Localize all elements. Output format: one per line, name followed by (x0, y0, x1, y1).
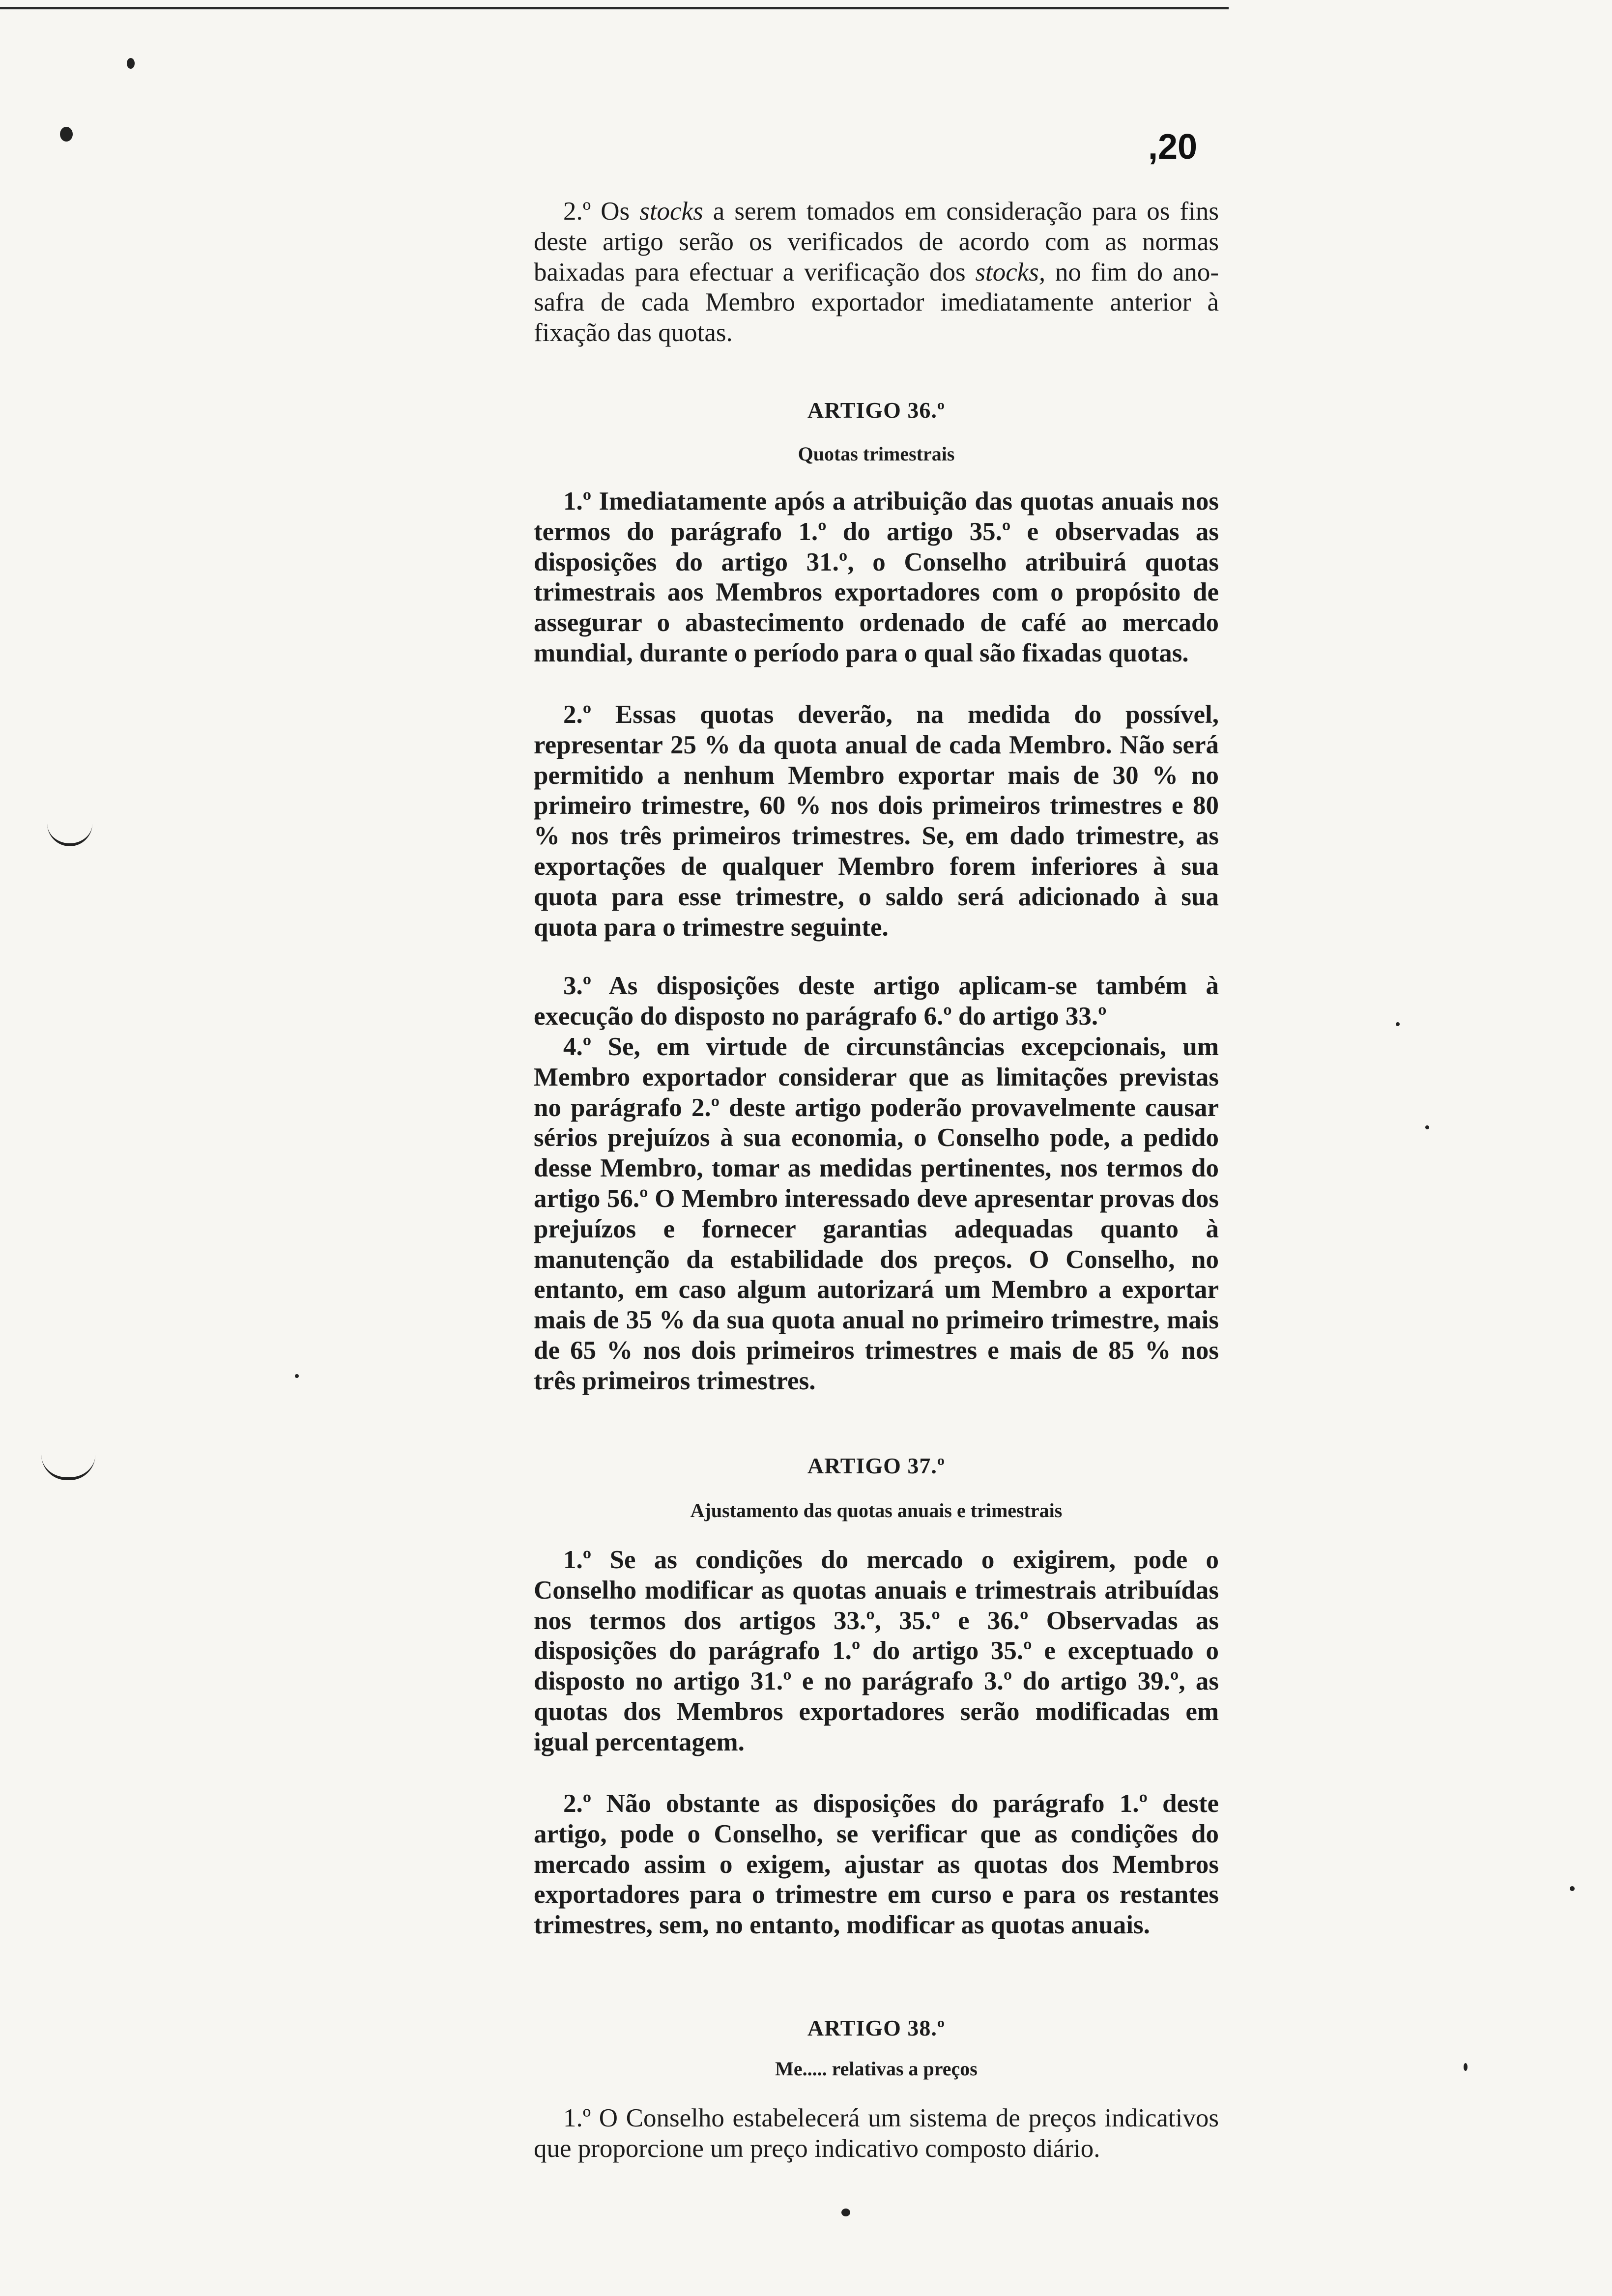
margin-mark (41, 1455, 95, 1480)
art36-heading: ARTIGO 36.º (807, 398, 946, 423)
art35-p2-mid: a serem tomados em consideração para os fins deste artigo serão os verificados de acordo com as normas baixadas para efectuar a verificação dos (534, 197, 1219, 287)
art36-paragraph-4: 4.º Se, em virtude de circunstâncias excepcionais, um Membro exportador considerar que as limitações previstas no parágrafo 2.º deste artigo poderão provavelmente causar sérios prejuízos à sua economia, o Conselho pode, a pedido desse Membro, tomar as medidas pertinentes, nos termos do artigo 56.º O Membro interessado deve apresentar provas dos prejuízos e fornecer garantias adequadas quanto à manutenção da estabilidade dos preços. O Conselho, no entanto, em caso algum autorizará um Membro a exportar mais de 35 % da sua quota anual no primeiro trimestre, mais de 65 % nos dois primeiros trimestres e mais de 85 % nos três primeiros trimestres. (534, 1033, 1219, 1395)
scan-speck (127, 58, 135, 69)
scan-speck (1464, 2063, 1468, 2071)
art35-p2-italic-stocks: stocks (639, 197, 703, 226)
art38-paragraph-1: 1.º O Conselho estabelecerá um sistema de preços indicativos que proporcione um preço indicativo composto diário. (534, 2104, 1219, 2163)
scan-speck (295, 1374, 299, 1378)
art35-p2-italic-stocks-2: stocks, (975, 258, 1046, 287)
scan-speck (1425, 1125, 1429, 1129)
art38-heading: ARTIGO 38.º (807, 2015, 946, 2040)
art36-paragraph-2: 2.º Essas quotas deverão, na medida do possível, representar 25 % da quota anual de cada Membro. Não será permitido a nenhum Membro exportar mais de 30 % no primeiro trimestre, 60 % nos dois primeiros trimestres e 80 % nos três primeiros trimestres. Se, em dado trimestre, as exportações de qualquer Membro forem inferiores à sua quota para esse trimestre, o saldo será adicionado à sua quota para o trimestre seguinte. (534, 700, 1219, 942)
art37-heading: ARTIGO 37.º (807, 1453, 946, 1478)
art37-subheading: Ajustamento das quotas anuais e trimestrais (690, 1499, 1063, 1521)
art35-p2-tail: no fim do ano-safra de cada Membro exportador imediatamente anterior à fixação das quotas. (534, 258, 1219, 347)
art35-paragraph-2 (534, 197, 1219, 348)
scan-speck (1396, 1022, 1400, 1026)
art37-paragraph-1: 1.º Se as condições do mercado o exigirem, pode o Conselho modificar as quotas anuais e trimestrais atribuídas nos termos dos artigos 33.º, 35.º e 36.º Observadas as disposições do parágrafo 1.º do artigo 35.º e exceptuado o disposto no artigo 31.º e no parágrafo 3.º do artigo 39.º, as quotas dos Membros exportadores serão modificadas em igual percentagem. (534, 1546, 1219, 1756)
scan-speck (60, 127, 73, 142)
top-rule (0, 7, 1229, 9)
scan-speck (841, 2209, 850, 2216)
art36-paragraph-1: 1.º Imediatamente após a atribuição das quotas anuais nos termos do parágrafo 1.º do artigo 35.º e observadas as disposições do artigo 31.º, o Conselho atribuirá quotas trimestrais aos Membros exportadores com o propósito de assegurar o abastecimento ordenado de café ao mercado mundial, durante o período para o qual são fixadas quotas. (534, 487, 1219, 667)
art36-paragraph-3: 3.º As disposições deste artigo aplicam-se também à execução do disposto no parágrafo 6.º do artigo 33.º (534, 972, 1219, 1031)
art37-paragraph-2: 2.º Não obstante as disposições do parágrafo 1.º deste artigo, pode o Conselho, se verificar que as condições do mercado assim o exigem, ajustar as quotas dos Membros exportadores para o trimestre em curso e para os restantes trimestres, sem, no entanto, modificar as quotas anuais. (534, 1789, 1219, 1940)
page-number: ,20 (1148, 127, 1198, 167)
art36-subheading: Quotas trimestrais (798, 443, 955, 465)
art38-subheading: Me..... relativas a preços (775, 2058, 978, 2080)
art35-p2-lead: 2.º Os (563, 197, 640, 226)
scan-speck (1570, 1886, 1575, 1891)
margin-mark (47, 824, 92, 846)
